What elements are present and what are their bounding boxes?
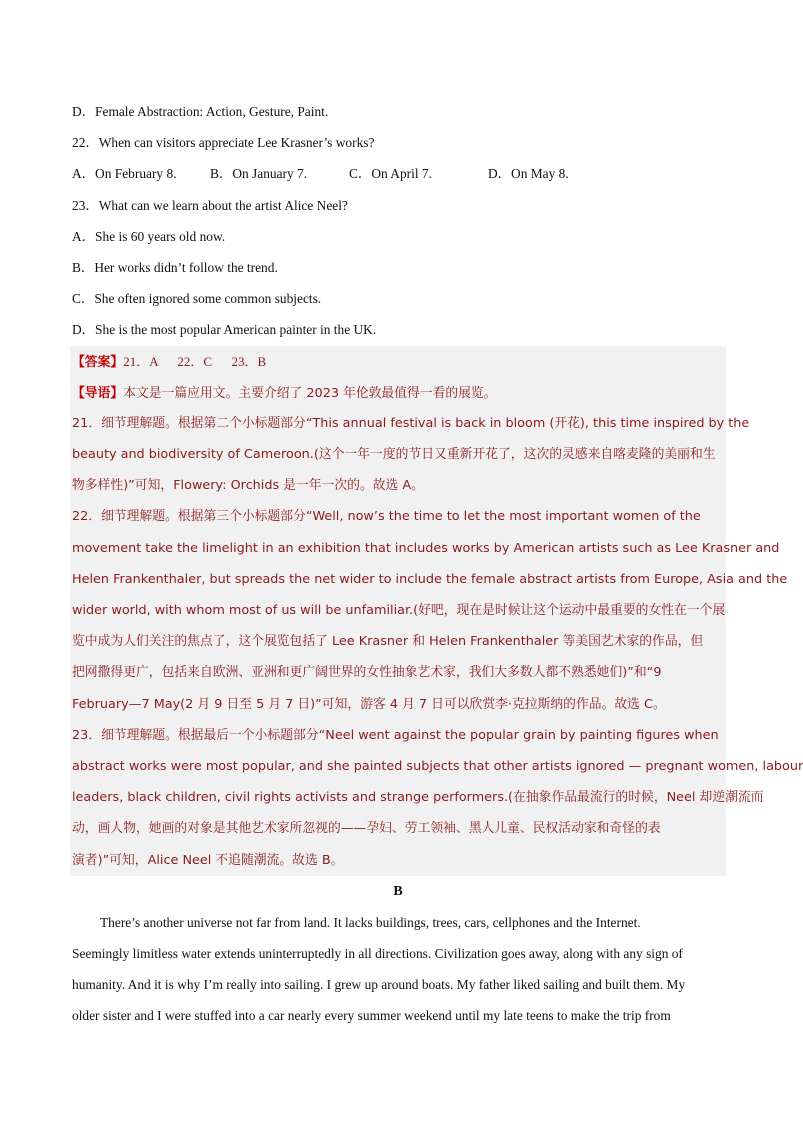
document-page	[72, 96, 803, 1031]
q23-option-d: D．She is the most popular American painter in the UK.	[72, 322, 377, 338]
analysis-line: abstract works were most popular, and she painted subjects that other artists ignored — pregnant women, labour	[72, 758, 803, 774]
analysis-line: 演者)”可知，Alice Neel 不追随潮流。故选 B。	[72, 852, 344, 868]
analysis-line: 23．细节理解题。根据最后一个小标题部分“Neel went against the popular grain by painting figures when	[72, 727, 719, 743]
answer-tag: 【答案】	[72, 354, 124, 370]
passage-line: older sister and I were stuffed into a car nearly every summer weekend until my late teens to make the trip from	[72, 1008, 671, 1024]
q22-option-b: B．On January 7.	[210, 166, 308, 182]
passage-line: Seemingly limitless water extends uninterruptedly in all directions. Civilization goes away, along with any sign of	[72, 945, 683, 961]
analysis-line: 21．细节理解题。根据第二个小标题部分“This annual festival is back in bloom (开花), this time inspired by the	[72, 415, 750, 431]
guide-line	[72, 377, 724, 408]
analysis-line: 动，画人物，她画的对象是其他艺术家所忽视的——孕妇、劳工领袖、黑人儿童、民权活动家和奇怪的表	[72, 821, 661, 837]
analysis-line: 22．细节理解题。根据第三个小标题部分“Well, now’s the time to let the most important women of the	[72, 509, 701, 525]
q23-option-c: C．She often ignored some common subjects.	[72, 291, 322, 307]
analysis-line: wider world, with whom most of us will be unfamiliar.(好吧，现在是时候让这个运动中最重要的女性在一个展	[72, 603, 726, 618]
section-heading: B	[393, 883, 403, 899]
answer-text: 21．A 22．C 23．B	[123, 353, 267, 369]
analysis-line: 物多样性)”可知，Flowery: Orchids 是一年一次的。故选 A。	[72, 478, 424, 494]
passage-line: humanity. And it is why I’m really into sailing. I grew up around boats. My father liked sailing and built them. My	[72, 977, 686, 993]
passage-b	[72, 907, 724, 1032]
q23-option-a: A．She is 60 years old now.	[72, 228, 226, 244]
question-23-stem: 23．What can we learn about the artist Alice Neel?	[72, 197, 348, 213]
analysis-line: movement take the limelight in an exhibition that includes works by American artists such as Lee Krasner and	[72, 540, 780, 556]
guide-text: 本文是一篇应用文。主要介绍了 2023 年伦敦最值得一看的展览。	[123, 385, 497, 401]
analysis-line: 览中成为人们关注的焦点了，这个展览包括了 Lee Krasner 和 Helen Frankenthaler 等美国艺术家的作品，但	[72, 634, 704, 650]
q23-option-b: B．Her works didn’t follow the trend.	[72, 259, 278, 275]
analysis-line: February—7 May(2 月 9 日至 5 月 7 日)”可知，游客 4 月 7 日可以欣赏李·克拉斯纳的作品。故选 C。	[72, 696, 666, 712]
answer-line	[72, 346, 724, 377]
passage-line: There’s another universe not far from land. It lacks buildings, trees, cars, cellphones and the Internet.	[100, 914, 641, 930]
guide-tag: 【导语】	[72, 385, 124, 401]
question-21-option-d: D．Female Abstraction: Action, Gesture, Paint.	[72, 104, 329, 119]
analysis-line: beauty and biodiversity of Cameroon.(这个一年一度的节日又重新开花了，这次的灵感来自喀麦隆的美丽和生	[72, 447, 716, 463]
question-22-stem: 22．When can visitors appreciate Lee Krasner’s works?	[72, 135, 375, 151]
analysis-line: Helen Frankenthaler, but spreads the net wider to include the female abstract artists from Europe, Asia and the	[72, 571, 788, 587]
analysis-line: 把网撒得更广，包括来自欧洲、亚洲和更广阔世界的女性抽象艺术家，我们大多数人都不熟悉她们)”和“9	[72, 665, 662, 681]
answer-analysis-block	[70, 346, 803, 876]
q22-option-d: D．On May 8.	[488, 166, 569, 182]
analysis-line: leaders, black children, civil rights activists and strange performers.(在抽象作品最流行的时候，Neel 却逆潮流而	[72, 790, 764, 806]
question-22-options	[72, 158, 724, 189]
q22-option-c: C．On April 7.	[349, 166, 432, 182]
q22-option-a: A．On February 8.	[72, 166, 177, 182]
